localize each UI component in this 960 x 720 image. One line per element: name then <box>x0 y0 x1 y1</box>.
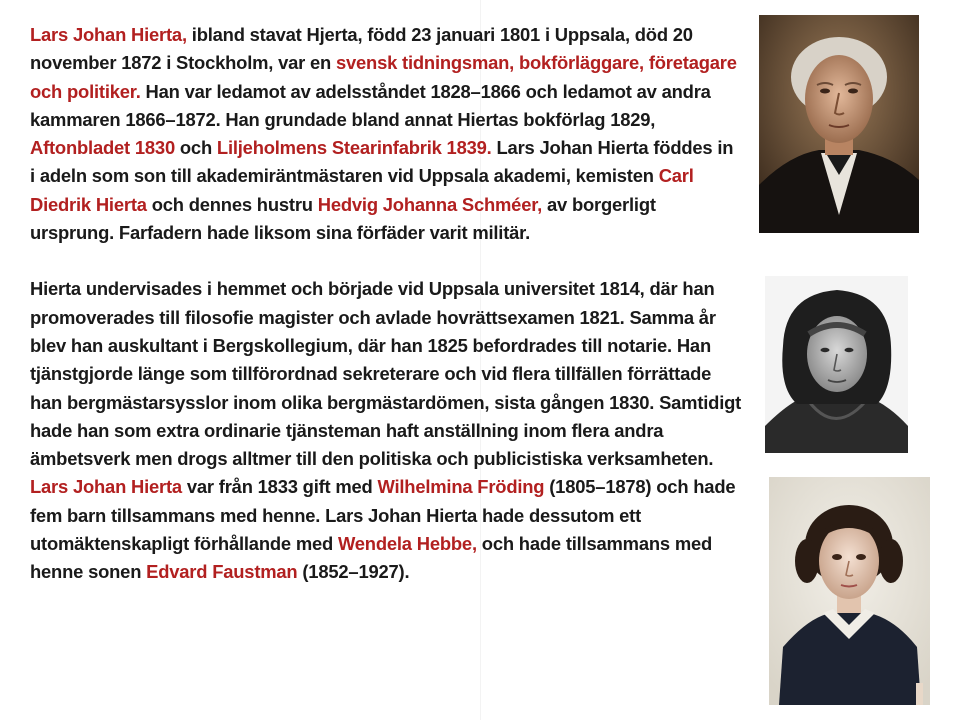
highlighted-text: Hedvig Johanna Schméer, <box>317 193 543 215</box>
highlighted-text: Wilhelmina Fröding <box>377 476 545 498</box>
body-text: var från 1833 gift med <box>181 476 378 498</box>
body-text: och <box>174 137 217 159</box>
body-text: av borgerligt ursprung. Farfadern hade liksom sina förfäder varit militär. <box>30 193 656 244</box>
paragraph-1 <box>30 21 742 247</box>
body-text: (1852–1927). <box>297 561 410 583</box>
body-text: Han var ledamot av adelsståndet 1828–1866 och ledamot av andra kammaren 1866–1872. Han grundade bland annat Hiertas bokförlag 1829, <box>30 80 711 130</box>
body-text: Hierta undervisades i hemmet och började vid Uppsala universitet 1814, där han promoverades till filosofie magister och avlade hovrättsexamen 1821. Samma år blev han auskultant i Bergskollegium, där han 1825 befordrades till notarie. Han tjänstgjorde länge som tillförordnad sekreterare och vid flera tillfällen förrättade han bergmästarsysslor inom olika bergmästardömen, sista gången 1830. Samtidigt hade han som extra ordinarie tjänsteman haft anställning inom flera andra ämbetsverk men drogs alltmer till den politiska och publicistiska verksamheten. <box>30 278 742 470</box>
highlighted-text: Wendela Hebbe, <box>337 533 477 555</box>
body-text: (1805–1878) och hade fem barn tillsammans med henne. Lars Johan Hierta hade dessutom ett utomäktenskapligt förhållande med <box>30 476 736 555</box>
frame-corner-mark <box>916 683 923 705</box>
body-text: och hade tillsammans med henne sonen <box>30 533 713 583</box>
highlighted-text: Liljeholmens Stearinfabrik 1839. <box>216 137 492 159</box>
highlighted-text: Edvard Faustman <box>146 561 298 583</box>
highlighted-text: Lars Johan Hierta <box>30 476 182 498</box>
biography-text <box>30 21 742 587</box>
body-text: Lars Johan Hierta föddes in i adeln som son till akademiräntmästaren vid Uppsala akademi, kemisten <box>30 137 734 187</box>
paragraph-2 <box>30 275 742 586</box>
highlighted-text: Lars Johan Hierta, <box>30 24 187 45</box>
portrait-lars-johan-hierta <box>759 15 919 233</box>
highlighted-text: svensk tidningsman, bokförläggare, företagare och politiker. <box>30 52 737 102</box>
highlighted-text: Carl Diedrik Hierta <box>30 165 694 215</box>
body-text: och dennes hustru <box>146 193 318 215</box>
portrait-wilhelmina-froding <box>769 477 930 705</box>
portrait-hedvig-schmeer <box>765 276 908 453</box>
body-text: ibland stavat Hjerta, född 23 januari 1801 i Uppsala, död 20 november 1872 i Stockholm, var en <box>30 24 693 74</box>
highlighted-text: Aftonbladet 1830 <box>30 137 175 159</box>
